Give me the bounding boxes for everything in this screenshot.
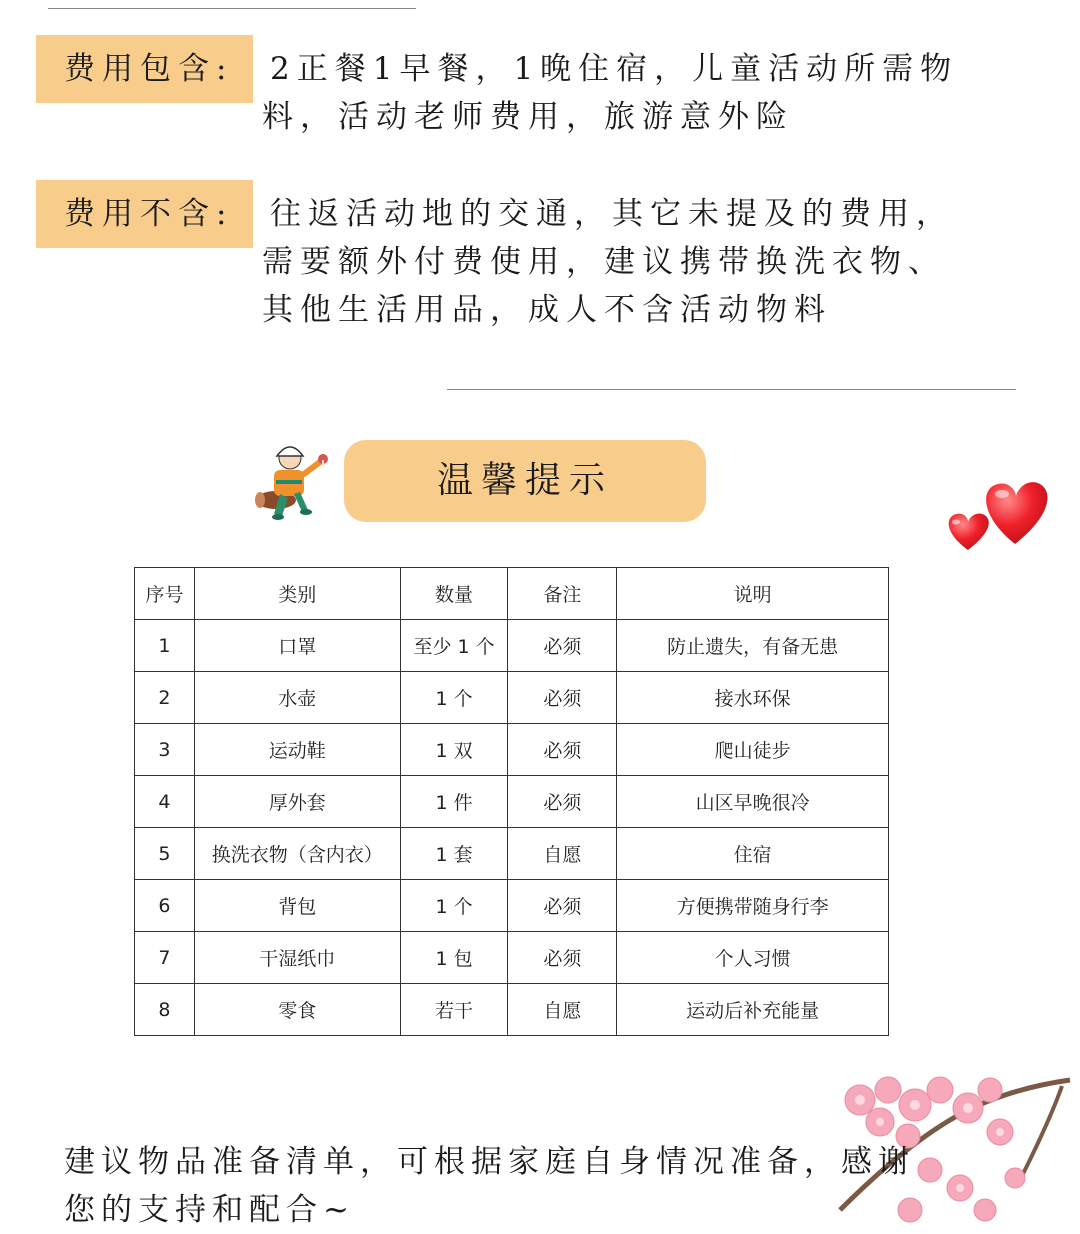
cell-quantity: 1 件 xyxy=(400,776,508,828)
cost-included-text xyxy=(262,45,1052,141)
cell-remark: 必须 xyxy=(508,880,617,932)
table-row xyxy=(135,620,889,672)
cell-category: 厚外套 xyxy=(194,776,400,828)
cell-index: 4 xyxy=(135,776,195,828)
cell-index: 8 xyxy=(135,984,195,1036)
table-row xyxy=(135,880,889,932)
header-quantity: 数量 xyxy=(400,568,508,620)
warm-tips-title: 温馨提示 xyxy=(344,440,706,522)
table-row xyxy=(135,828,889,880)
cost-excluded-label: 费用不含: xyxy=(36,180,253,248)
cost-excluded-line-3: 其他生活用品，成人不含活动物料 xyxy=(262,292,832,328)
cell-category: 干湿纸巾 xyxy=(194,932,400,984)
cell-description: 防止遗失，有备无患 xyxy=(617,620,889,672)
header-description: 说明 xyxy=(617,568,889,620)
cell-quantity: 1 个 xyxy=(400,880,508,932)
cell-category: 运动鞋 xyxy=(194,724,400,776)
cell-category: 零食 xyxy=(194,984,400,1036)
packing-list-table xyxy=(134,567,889,1036)
cell-category: 背包 xyxy=(194,880,400,932)
header-remark: 备注 xyxy=(508,568,617,620)
cell-remark: 自愿 xyxy=(508,984,617,1036)
cell-quantity: 至少 1 个 xyxy=(400,620,508,672)
top-divider xyxy=(48,8,416,9)
cell-remark: 必须 xyxy=(508,932,617,984)
table-row xyxy=(135,776,889,828)
cost-excluded-line-2: 需要额外付费使用，建议携带换洗衣物、 xyxy=(262,244,946,280)
cell-description: 山区早晚很冷 xyxy=(617,776,889,828)
header-index: 序号 xyxy=(135,568,195,620)
cell-quantity: 若干 xyxy=(400,984,508,1036)
footer-line-1: 建议物品准备清单，可根据家庭自身情况准备，感谢 xyxy=(64,1144,915,1180)
cell-index: 3 xyxy=(135,724,195,776)
footer-line-2: 您的支持和配合~ xyxy=(64,1192,355,1228)
cell-quantity: 1 个 xyxy=(400,672,508,724)
table-header-row xyxy=(135,568,889,620)
cost-included-label: 费用包含: xyxy=(36,35,253,103)
table-row xyxy=(135,984,889,1036)
table-row xyxy=(135,724,889,776)
footer-note xyxy=(64,1138,1024,1234)
cell-category: 口罩 xyxy=(194,620,400,672)
cell-quantity: 1 双 xyxy=(400,724,508,776)
cell-remark: 必须 xyxy=(508,724,617,776)
cell-remark: 必须 xyxy=(508,776,617,828)
cell-index: 1 xyxy=(135,620,195,672)
cell-index: 6 xyxy=(135,880,195,932)
cell-index: 2 xyxy=(135,672,195,724)
cell-description: 运动后补充能量 xyxy=(617,984,889,1036)
cost-included-line-1: 2正餐1早餐，1晚住宿，儿童活动所需物 xyxy=(270,51,959,87)
cell-category: 水壶 xyxy=(194,672,400,724)
cell-description: 接水环保 xyxy=(617,672,889,724)
cell-description: 个人习惯 xyxy=(617,932,889,984)
cell-category: 换洗衣物（含内衣） xyxy=(194,828,400,880)
cell-description: 方便携带随身行李 xyxy=(617,880,889,932)
cell-index: 5 xyxy=(135,828,195,880)
cost-excluded-text xyxy=(262,190,1052,334)
cell-description: 住宿 xyxy=(617,828,889,880)
hearts-icon xyxy=(940,476,1055,556)
cell-remark: 必须 xyxy=(508,672,617,724)
cell-quantity: 1 套 xyxy=(400,828,508,880)
cartoon-worker-icon xyxy=(250,436,340,526)
table-row xyxy=(135,932,889,984)
cell-remark: 自愿 xyxy=(508,828,617,880)
cost-excluded-line-1: 往返活动地的交通，其它未提及的费用， xyxy=(270,196,954,232)
header-category: 类别 xyxy=(194,568,400,620)
table-row xyxy=(135,672,889,724)
cell-remark: 必须 xyxy=(508,620,617,672)
cell-index: 7 xyxy=(135,932,195,984)
cell-quantity: 1 包 xyxy=(400,932,508,984)
cell-description: 爬山徒步 xyxy=(617,724,889,776)
cost-included-line-2: 料，活动老师费用，旅游意外险 xyxy=(262,99,794,135)
middle-divider xyxy=(447,389,1016,390)
